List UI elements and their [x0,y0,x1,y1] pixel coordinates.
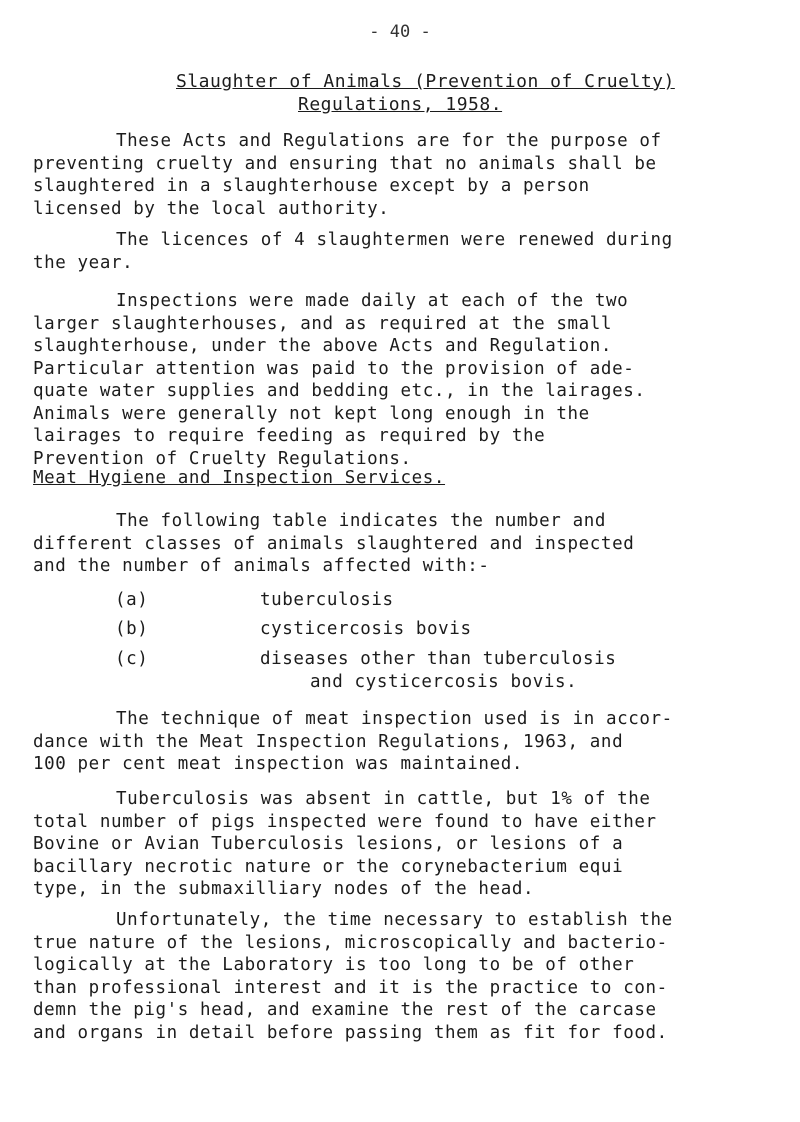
paragraph-line: and the number of animals affected with:- [33,556,490,576]
paragraph-line: The following table indicates the number and [116,511,606,531]
paragraph-line: lairages to require feeding as required by the [33,426,546,446]
paragraph-line: Tuberculosis was absent in cattle, but 1% of the [116,789,651,809]
paragraph-line: Unfortunately, the time necessary to establish the [116,910,673,930]
paragraph-line: slaughterhouse, under the above Acts and Regulation. [33,336,613,356]
paragraph-technique [33,708,773,776]
paragraph-line: preventing cruelty and ensuring that no animals shall be [33,153,657,174]
paragraph-line: quate water supplies and bedding etc., in the lairages. [33,381,646,401]
paragraph-line: dance with the Meat Inspection Regulations, 1963, and [33,731,624,752]
paragraph-line: type, in the submaxilliary nodes of the head. [33,879,535,899]
paragraph-tuberculosis [33,788,773,901]
paragraph-line: total number of pigs inspected were found to have either [33,811,657,832]
list-marker: (a) [115,590,149,610]
paragraph-line: The technique of meat inspection used is in accor- [116,709,673,729]
paragraph-line: true nature of the lesions, microscopically and bacterio- [33,932,668,953]
paragraph-line: bacillary necrotic nature or the corynebacterium equi [33,856,624,877]
list-item [115,619,472,639]
paragraph-line: Bovine or Avian Tuberculosis lesions, or lesions of a [33,834,624,854]
paragraph-line: the year. [33,252,134,273]
paragraph-line: The licences of 4 slaughtermen were renewed during [116,230,673,250]
paragraph-inspections [33,290,773,470]
paragraph-line: licensed by the local authority. [33,198,390,219]
list-marker: (b) [115,619,149,639]
paragraph-line: than professional interest and it is the practice to con- [33,977,668,998]
paragraph-purpose [33,130,773,220]
paragraph-line: Particular attention was paid to the provision of ade- [33,358,635,379]
paragraph-line: Inspections were made daily at each of the two [116,291,629,311]
paragraph-line: Prevention of Cruelty Regulations. [33,448,412,469]
paragraph-laboratory [33,909,773,1044]
list-item-text: diseases other than tuberculosis [260,649,617,669]
paragraph-line: larger slaughterhouses, and as required at the small [33,313,613,334]
list-item-text: tuberculosis [260,590,394,610]
paragraph-licences [33,229,773,274]
section-title: Slaughter of Animals (Prevention of Cruelty) [176,71,675,92]
paragraph-line: demn the pig's head, and examine the rest of the carcase [33,1000,657,1020]
paragraph-line: different classes of animals slaughtered and inspected [33,533,635,554]
list-item [115,590,394,610]
list-marker: (c) [115,649,149,669]
paragraph-line: slaughtered in a slaughterhouse except by a person [33,176,590,196]
paragraph-line: These Acts and Regulations are for the purpose of [116,131,662,151]
page-number: - 40 - [369,22,431,42]
paragraph-line: and organs in detail before passing them as fit for food. [33,1022,668,1043]
paragraph-line: Animals were generally not kept long enough in the [33,403,590,424]
section-title-year: Regulations, 1958. [298,94,503,115]
paragraph-line: logically at the Laboratory is too long to be of other [33,955,635,975]
section-heading: Meat Hygiene and Inspection Services. [33,468,446,488]
paragraph-line: 100 per cent meat inspection was maintained. [33,754,523,774]
list-item-text: cysticercosis bovis [260,619,472,639]
list-item [115,649,616,669]
paragraph-table-intro [33,510,773,578]
list-item-continuation: and cysticercosis bovis. [310,672,578,692]
